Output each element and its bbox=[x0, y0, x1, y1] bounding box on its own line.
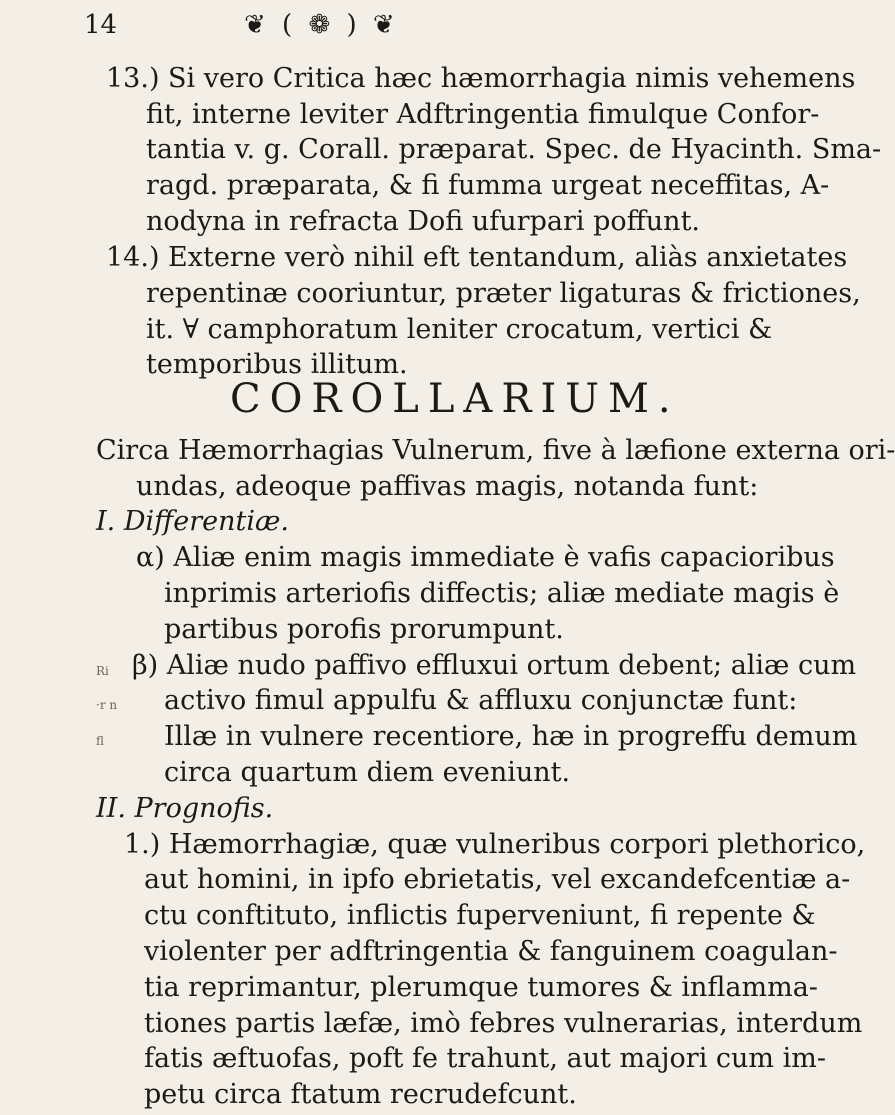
text-line: β) Aliæ nudo paffivo effluxui ortum debent; aliæ cum bbox=[132, 650, 857, 681]
corollarium-heading: COROLLARIUM. bbox=[230, 376, 680, 422]
page-header bbox=[84, 10, 684, 46]
text-line: repentinæ cooriuntur, præter ligaturas & frictiones, bbox=[146, 278, 861, 309]
text-line: α) Aliæ enim magis immediate è vafis capacioribus bbox=[136, 542, 835, 573]
text-line: ctu conftituto, inflictis fuperveniunt, fi repente & bbox=[144, 900, 816, 931]
text-line: undas, adeoque paffivas magis, notanda funt: bbox=[136, 471, 759, 502]
text-line: fit, interne leviter Adftringentia fimulque Confor- bbox=[146, 99, 820, 130]
text-line: activo fimul appulfu & affluxu conjunctæ funt: bbox=[164, 685, 798, 716]
text-line: tia reprimantur, plerumque tumores & inflamma- bbox=[144, 972, 818, 1003]
margin-mark: ·r n bbox=[96, 698, 118, 712]
text-line: petu circa ftatum recrudefcunt. bbox=[144, 1079, 577, 1110]
margin-mark: Ri bbox=[96, 664, 109, 678]
text-line: inprimis arteriofis diffectis; aliæ mediate magis è bbox=[164, 578, 840, 609]
text-line: 13.) Si vero Critica hæc hæmorrhagia nimis vehemens bbox=[106, 63, 856, 94]
text-line: Illæ in vulnere recentiore, hæ in progreffu demum bbox=[164, 721, 858, 752]
page-number: 14 bbox=[84, 10, 118, 40]
section-heading-prognosis: II. Prognofis. bbox=[96, 793, 274, 824]
text-line: violenter per adftringentia & fanguinem coagulan- bbox=[144, 936, 838, 967]
text-line: aut homini, in ipfo ebrietatis, vel excandefcentiæ a- bbox=[144, 864, 851, 895]
text-line: Circa Hæmorrhagias Vulnerum, five à læfione externa ori- bbox=[96, 435, 895, 466]
text-line: 1.) Hæmorrhagiæ, quæ vulneribus corpori plethorico, bbox=[124, 829, 866, 860]
section-heading-differentiae: I. Differentiæ. bbox=[96, 506, 289, 537]
text-line: temporibus illitum. bbox=[146, 349, 408, 380]
text-line: 14.) Externe verò nihil eft tentandum, aliàs anxietates bbox=[106, 242, 848, 273]
header-ornament: ❦ ( ❁ ) ❦ bbox=[244, 10, 399, 40]
text-line: ragd. præparata, & fi fumma urgeat neceffitas, A- bbox=[146, 170, 830, 201]
text-line: tantia v. g. Corall. præparat. Spec. de Hyacinth. Sma- bbox=[146, 134, 882, 165]
text-line: nodyna in refracta Dofi ufurpari poffunt. bbox=[146, 206, 701, 237]
text-line: it. ∀ camphoratum leniter crocatum, vertici & bbox=[146, 314, 773, 345]
margin-mark: fl bbox=[96, 734, 105, 748]
text-line: fatis æftuofas, poft fe trahunt, aut majori cum im- bbox=[144, 1043, 826, 1074]
text-line: partibus porofis prorumpunt. bbox=[164, 614, 564, 645]
text-line: tiones partis læfæ, imò febres vulnerarias, interdum bbox=[144, 1008, 863, 1039]
text-line: circa quartum diem eveniunt. bbox=[164, 757, 571, 788]
